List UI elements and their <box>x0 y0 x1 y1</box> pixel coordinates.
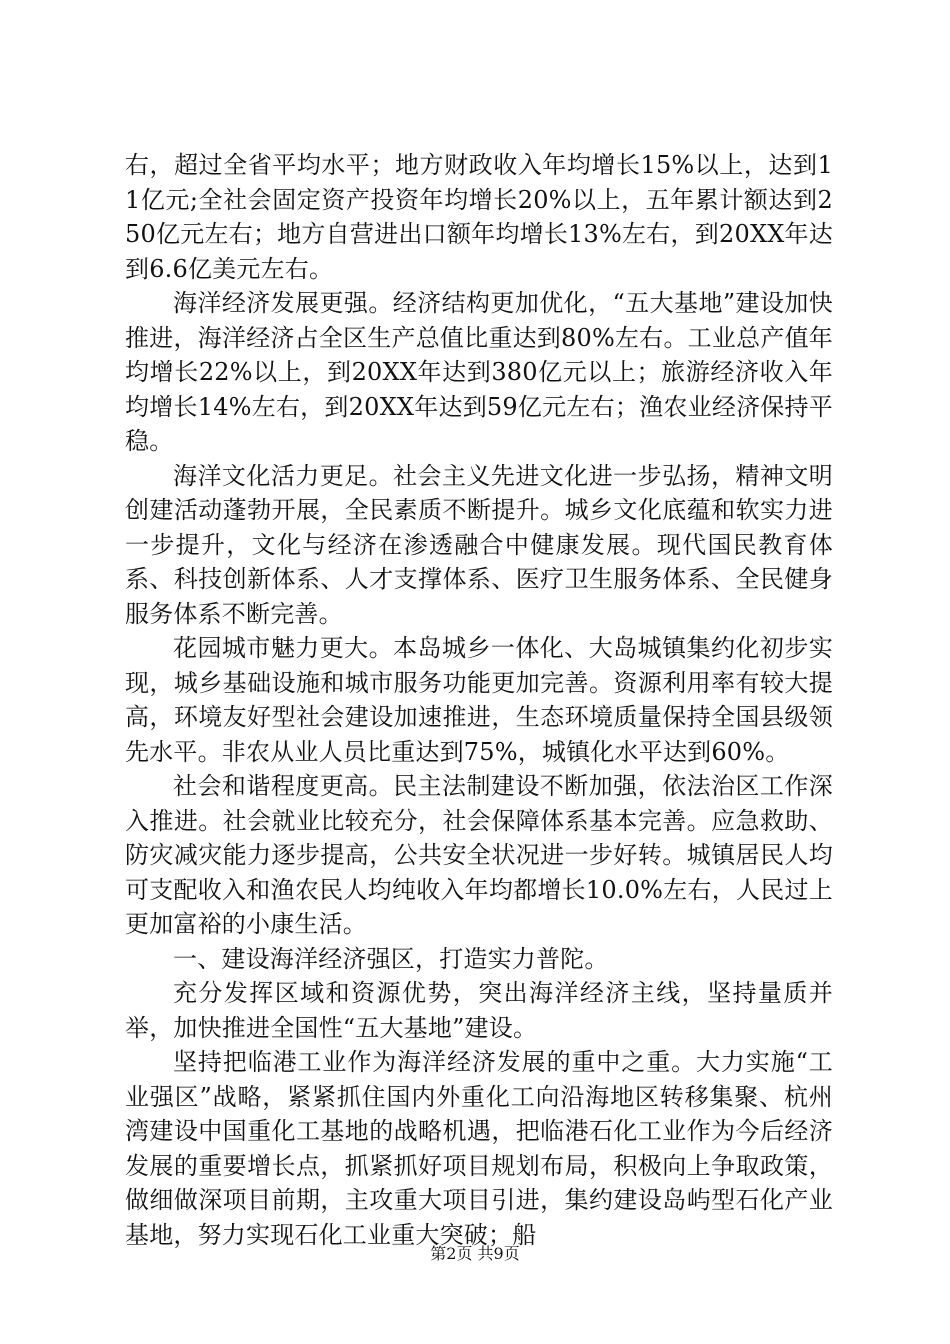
page-number-footer: 第2页 共9页 <box>430 1244 520 1263</box>
paragraph-social-harmony: 社会和谐程度更高。民主法制建设不断加强，依法治区工作深入推进。社会就业比较充分，社会保障体系基本完善。应急救助、防灾减灾能力逐步提高，公共安全状况进一步好转。城镇居民人均可支配收入和渔农民人均纯收入年均都增长10.0%左右，人民过上更加富裕的小康生活。 <box>125 772 833 938</box>
section-heading: 一、建设海洋经济强区，打造实力普陀。 <box>173 944 609 973</box>
paragraph-continuation: 右，超过全省平均水平；地方财政收入年均增长15%以上，达到11亿元;全社会固定资产投资年均增长20%以上，五年累计额达到250亿元左右；地方自营进出口额年均增长13%左右，到20XX年达到6.6亿美元左右。 <box>125 151 833 283</box>
paragraph-marine-economy: 海洋经济发展更强。经济结构更加优化，“五大基地”建设加快推进，海洋经济占全区生产总值比重达到80%左右。工业总产值年均增长22%以上，到20XX年达到380亿元以上；旅游经济收入年均增长14%左右，到20XX年达到59亿元左右；渔农业经济保持平稳。 <box>125 289 833 455</box>
paragraph-port-industry: 坚持把临港工业作为海洋经济发展的重中之重。大力实施“工业强区”战略，紧紧抓住国内外重化工向沿海地区转移集聚、杭州湾建设中国重化工基地的战略机遇，把临港石化工业作为今后经济发展的重要增长点，抓紧抓好项目规划布局，积极向上争取政策，做细做深项目前期，主攻重大项目引进，集约建设岛屿型石化产业基地，努力实现石化工业重大突破；船 <box>125 1048 833 1249</box>
document-body <box>125 148 833 1252</box>
paragraph-marine-culture: 海洋文化活力更足。社会主义先进文化进一步弘扬，精神文明创建活动蓬勃开展，全民素质不断提升。城乡文化底蕴和软实力进一步提升，文化与经济在渗透融合中健康发展。现代国民教育体系、科技创新体系、人才支撑体系、医疗卫生服务体系、全民健身服务体系不断完善。 <box>125 461 833 628</box>
paragraph-resource-advantage: 充分发挥区域和资源优势，突出海洋经济主线，坚持量质并举，加快推进全国性“五大基地”建设。 <box>125 979 833 1042</box>
paragraph-garden-city: 花园城市魅力更大。本岛城乡一体化、大岛城镇集约化初步实现，城乡基础设施和城市服务功能更加完善。资源利用率有较大提高，环境友好型社会建设加速推进，生态环境质量保持全国县级领先水平。非农从业人员比重达到75%，城镇化水平达到60%。 <box>125 634 833 766</box>
